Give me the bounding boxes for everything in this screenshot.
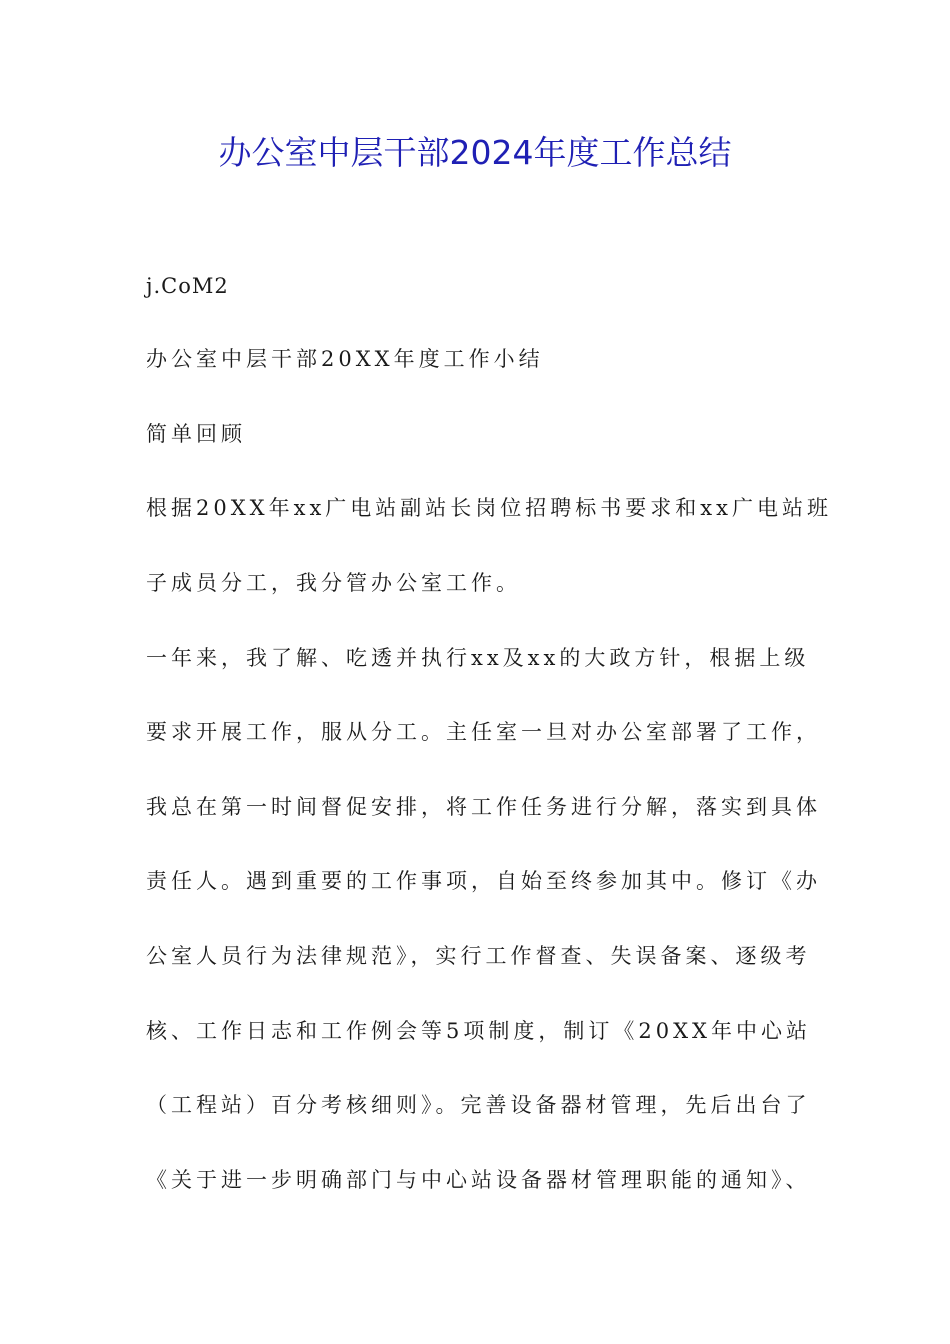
text-line: 根据20XX年xx广电站副站长岗位招聘标书要求和xx广电站班 bbox=[146, 496, 832, 520]
text-line: 我总在第一时间督促安排，将工作任务进行分解，落实到具体 bbox=[146, 795, 821, 819]
text-line: 核、工作日志和工作例会等5项制度，制订《20XX年中心站 bbox=[146, 1019, 811, 1043]
text-line: j.CoM2 bbox=[146, 274, 229, 298]
text-line: （工程站）百分考核细则》。完善设备器材管理，先后出台了 bbox=[146, 1093, 811, 1117]
text-line: 简单回顾 bbox=[146, 422, 246, 446]
text-line: 《关于进一步明确部门与中心站设备器材管理职能的通知》、 bbox=[146, 1168, 811, 1192]
text-line: 要求开展工作，服从分工。主任室一旦对办公室部署了工作， bbox=[146, 720, 821, 744]
text-line: 公室人员行为法律规范》，实行工作督查、失误备案、逐级考 bbox=[146, 944, 811, 968]
text-line: 子成员分工，我分管办公室工作。 bbox=[146, 571, 521, 595]
text-line: 办公室中层干部20XX年度工作小结 bbox=[146, 347, 544, 371]
text-line: 责任人。遇到重要的工作事项，自始至终参加其中。修订《办 bbox=[146, 869, 821, 893]
text-line: 一年来，我了解、吃透并执行xx及xx的大政方针，根据上级 bbox=[146, 646, 810, 670]
document-title: 办公室中层干部2024年度工作总结 bbox=[218, 133, 732, 172]
